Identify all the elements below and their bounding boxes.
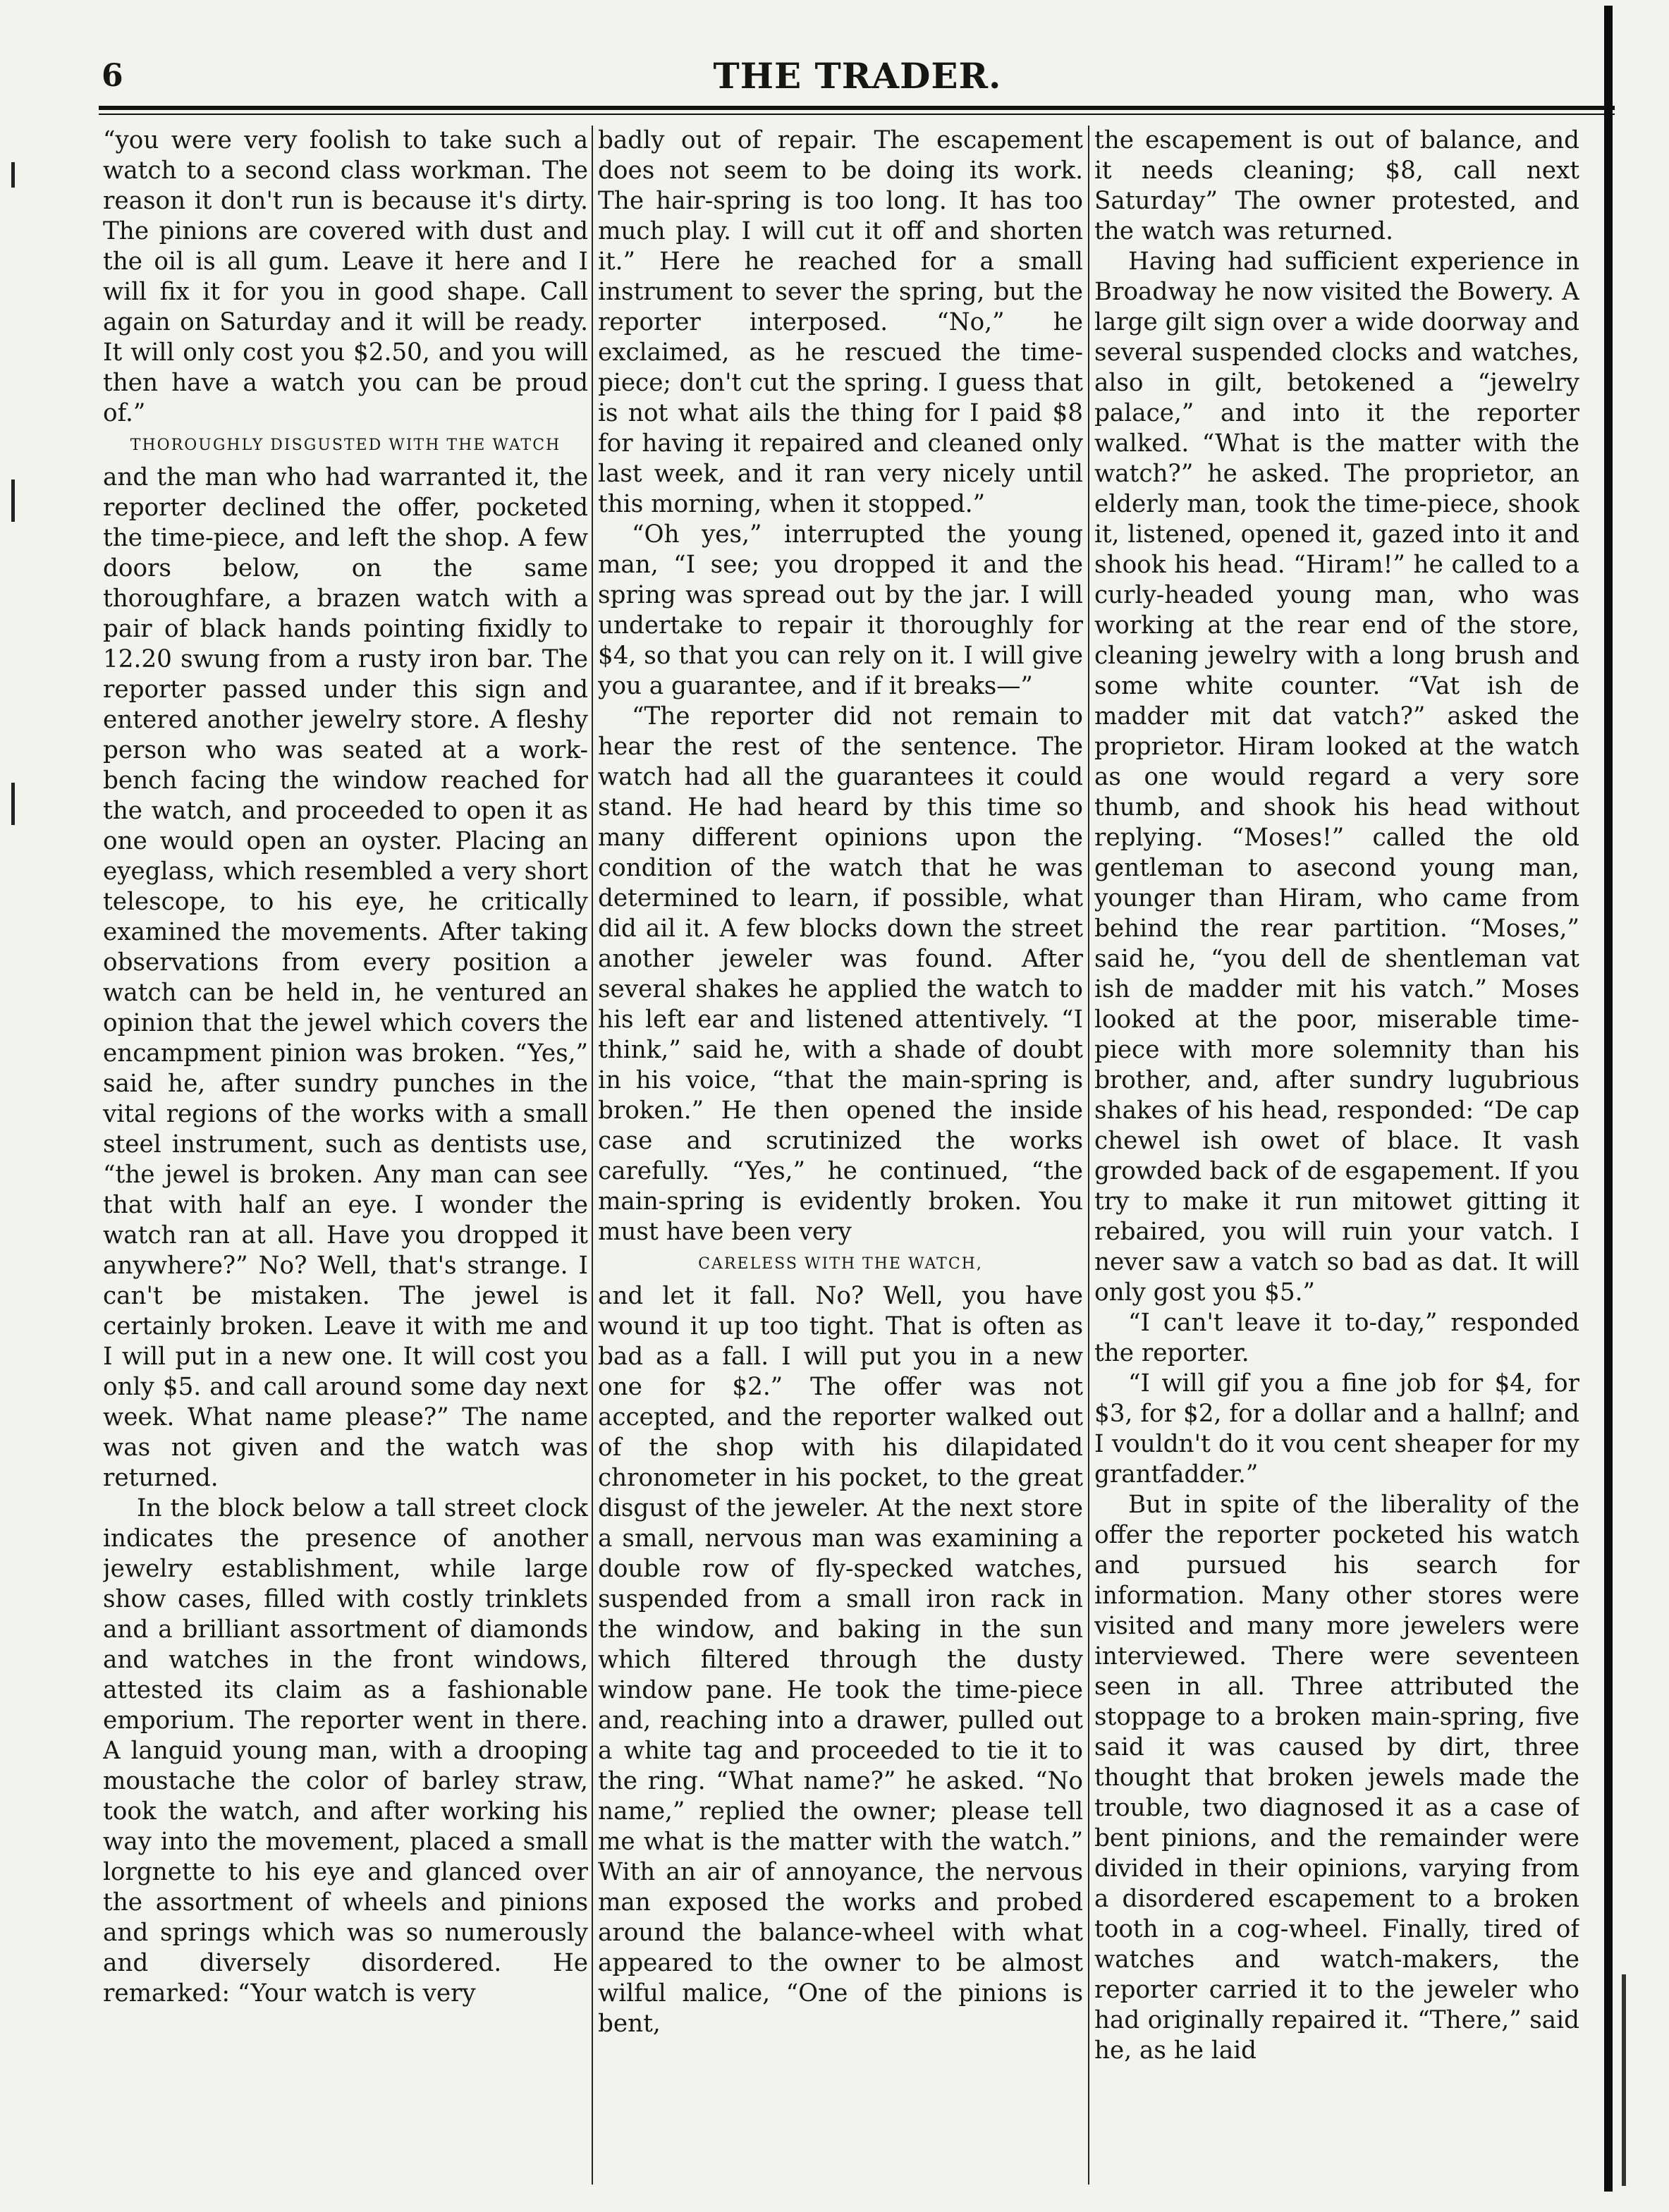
page-header — [96, 55, 1619, 104]
page-number: 6 — [102, 58, 123, 94]
column-divider — [1088, 126, 1089, 2184]
article-paragraph: and let it fall. No? Well, you have wound it up too tight. That is often as bad as a fall. I will put you in a new one for $2.” The offer was not accepted, and the reporter walked out of the shop with his dilapidated chronometer in his pocket, to the great disgust of the jeweler. At the next store a small, nervous man was examining a double row of fly-specked watches, suspended from a small iron rack in the window, and baking in the sun which filtered through the dusty window pane. He took the time-piece and, reaching into a drawer, pulled out a white tag and proceeded to tie it to the ring. “What name?” he asked. “No name,” replied the owner; please tell me what is the matter with the watch.” With an air of annoyance, the nervous man exposed the works and probed around the balance-wheel with what appeared to the owner to be almost wilful malice, “One of the pinions is bent, — [598, 1282, 1083, 2038]
page-edge-shadow — [1622, 1974, 1626, 2186]
margin-mark — [11, 783, 15, 825]
column-1 — [103, 126, 588, 2184]
article-paragraph: badly out of repair. The escapement does not seem to be doing its work. The hair-spring is too long. It has too much play. I will cut it off and shorten it.” Here he reached for a small instrument to sever the spring, but the reporter interposed. “No,” he exclaimed, as he rescued the time-piece; don't cut the spring. I guess that is not what ails the thing for I paid $8 for having it repaired and cleaned only last week, and it ran very nicely until this morning, when it stopped.” — [598, 126, 1083, 518]
header-rule-thin — [99, 114, 1615, 115]
column-divider — [592, 126, 593, 2184]
article-paragraph: “Oh yes,” interrupted the young man, “I see; you dropped it and the spring was spread out by the jar. I will undertake to repair it thoroughly for $4, so that you can rely on it. I will give you a guarantee, and if it breaks—” — [598, 520, 1083, 700]
section-subhead: THOROUGHLY DISGUSTED WITH THE WATCH — [130, 436, 561, 454]
header-rule-thick — [99, 106, 1615, 110]
article-paragraph: “you were very foolish to take such a watch to a second class workman. The reason it don't run is because it's dirty. The pinions are covered with dust and the oil is all gum. Leave it here and I will fix it for you in good shape. Call again on Saturday and it will be ready. It will only cost you $2.50, and you will then have a watch you can be proud of.” — [103, 126, 588, 427]
article-paragraph: the escapement is out of balance, and it needs cleaning; $8, call next Saturday” The owner protested, and the watch was returned. — [1094, 126, 1579, 245]
article-paragraph: “The reporter did not remain to hear the rest of the sentence. The watch had all the guarantees it could stand. He had heard by this time so many different opinions upon the condition of the watch that he was determined to learn, if possible, what did ail it. A few blocks down the street another jeweler was found. After several shakes he applied the watch to his left ear and listened attentively. “I think,” said he, with a shade of doubt in his voice, “that the main-spring is broken.” He then opened the inside case and scrutinized the works carefully. “Yes,” he continued, “the main-spring is evidently broken. You must have been very — [598, 702, 1083, 1246]
page-edge-shadow — [1604, 6, 1613, 2192]
column-3 — [1094, 126, 1579, 2184]
article-paragraph: “I can't leave it to-day,” responded the reporter. — [1094, 1309, 1579, 1367]
section-subhead: CARELESS WITH THE WATCH, — [698, 1255, 983, 1273]
article-paragraph: But in spite of the liberality of the offer the reporter pocketed his watch and pursued his search for information. Many other stores were visited and many more jewelers were interviewed. There were seventeen seen in all. Three attributed the stoppage to a broken main-spring, five said it was caused by dirt, three thought that broken jewels made the trouble, two diagnosed it as a case of bent pinions, and the remainder were divided in their opinions, varying from a disordered escapement to a broken tooth in a cog-wheel. Finally, tired of watches and watch-makers, the reporter carried it to the jeweler who had originally repaired it. “There,” said he, as he laid — [1094, 1491, 1579, 2065]
margin-mark — [11, 479, 15, 522]
article-paragraph: Having had sufficient experience in Broadway he now visited the Bowery. A large gilt sign over a wide doorway and several suspended clocks and watches, also in gilt, betokened a “jewelry palace,” and into it the reporter walked. “What is the matter with the watch?” he asked. The proprietor, an elderly man, took the time-piece, shook it, listened, opened it, gazed into it and shook his head. “Hiram!” he called to a curly-headed young man, who was working at the rear end of the store, cleaning jewelry with a long brush and some white counter. “Vat ish de madder mit dat vatch?” asked the proprietor. Hiram looked at the watch as one would regard a very sore thumb, and shook his head without replying. “Moses!” called the old gentleman to asecond young man, younger than Hiram, who came from behind the rear partition. “Moses,” said he, “you dell de shentleman vat ish de madder mit his vatch.” Moses looked at the poor, miserable time-piece with more solemnity than his brother, and, after sundry lugubrious shakes of his head, responded: “De cap chewel ish owet of blace. It vash growded back of de esgapement. If you try to make it run mitowet gitting it rebaired, you will ruin your vatch. I never saw a vatch so bad as dat. It will only gost you $5.” — [1094, 248, 1579, 1307]
masthead-title: THE TRADER. — [713, 55, 1002, 97]
article-paragraph: “I will gif you a fine job for $4, for $3, for $2, for a dollar and a hallnf; and I vouldn't do it vou cent sheaper for my grantfadder.” — [1094, 1369, 1579, 1489]
article-paragraph: and the man who had warranted it, the reporter declined the offer, pocketed the time-piece, and left the shop. A few doors below, on the same thoroughfare, a brazen watch with a pair of black hands pointing fixidly to 12.20 swung from a rusty iron bar. The reporter passed under this sign and entered another jewelry store. A fleshy person who was seated at a work-bench facing the window reached for the watch, and proceeded to open it as one would open an oyster. Placing an eyeglass, which resembled a very short telescope, to his eye, he critically examined the movements. After taking observations from every position a watch can be held in, he ventured an opinion that the jewel which covers the encampment pinion was broken. “Yes,” said he, after sundry punches in the vital regions of the works with a small steel instrument, such as dentists use, “the jewel is broken. Any man can see that with half an eye. I wonder the watch ran at all. Have you dropped it anywhere?” No? Well, that's strange. I can't be mistaken. The jewel is certainly broken. Leave it with me and I will put in a new one. It will cost you only $5. and call around some day next week. What name please?” The name was not given and the watch was returned. — [103, 463, 588, 1492]
article-paragraph: In the block below a tall street clock indicates the presence of another jewelry establishment, while large show cases, filled with costly trinklets and a brilliant assortment of diamonds and watches in the front windows, attested its claim as a fashionable emporium. The reporter went in there. A languid young man, with a drooping moustache the color of barley straw, took the watch, and after working his way into the movement, placed a small lorgnette to his eye and glanced over the assortment of wheels and pinions and springs which was so numerously and diversely disordered. He remarked: “Your watch is very — [103, 1494, 588, 2008]
margin-mark — [11, 162, 15, 188]
column-2 — [598, 126, 1083, 2184]
